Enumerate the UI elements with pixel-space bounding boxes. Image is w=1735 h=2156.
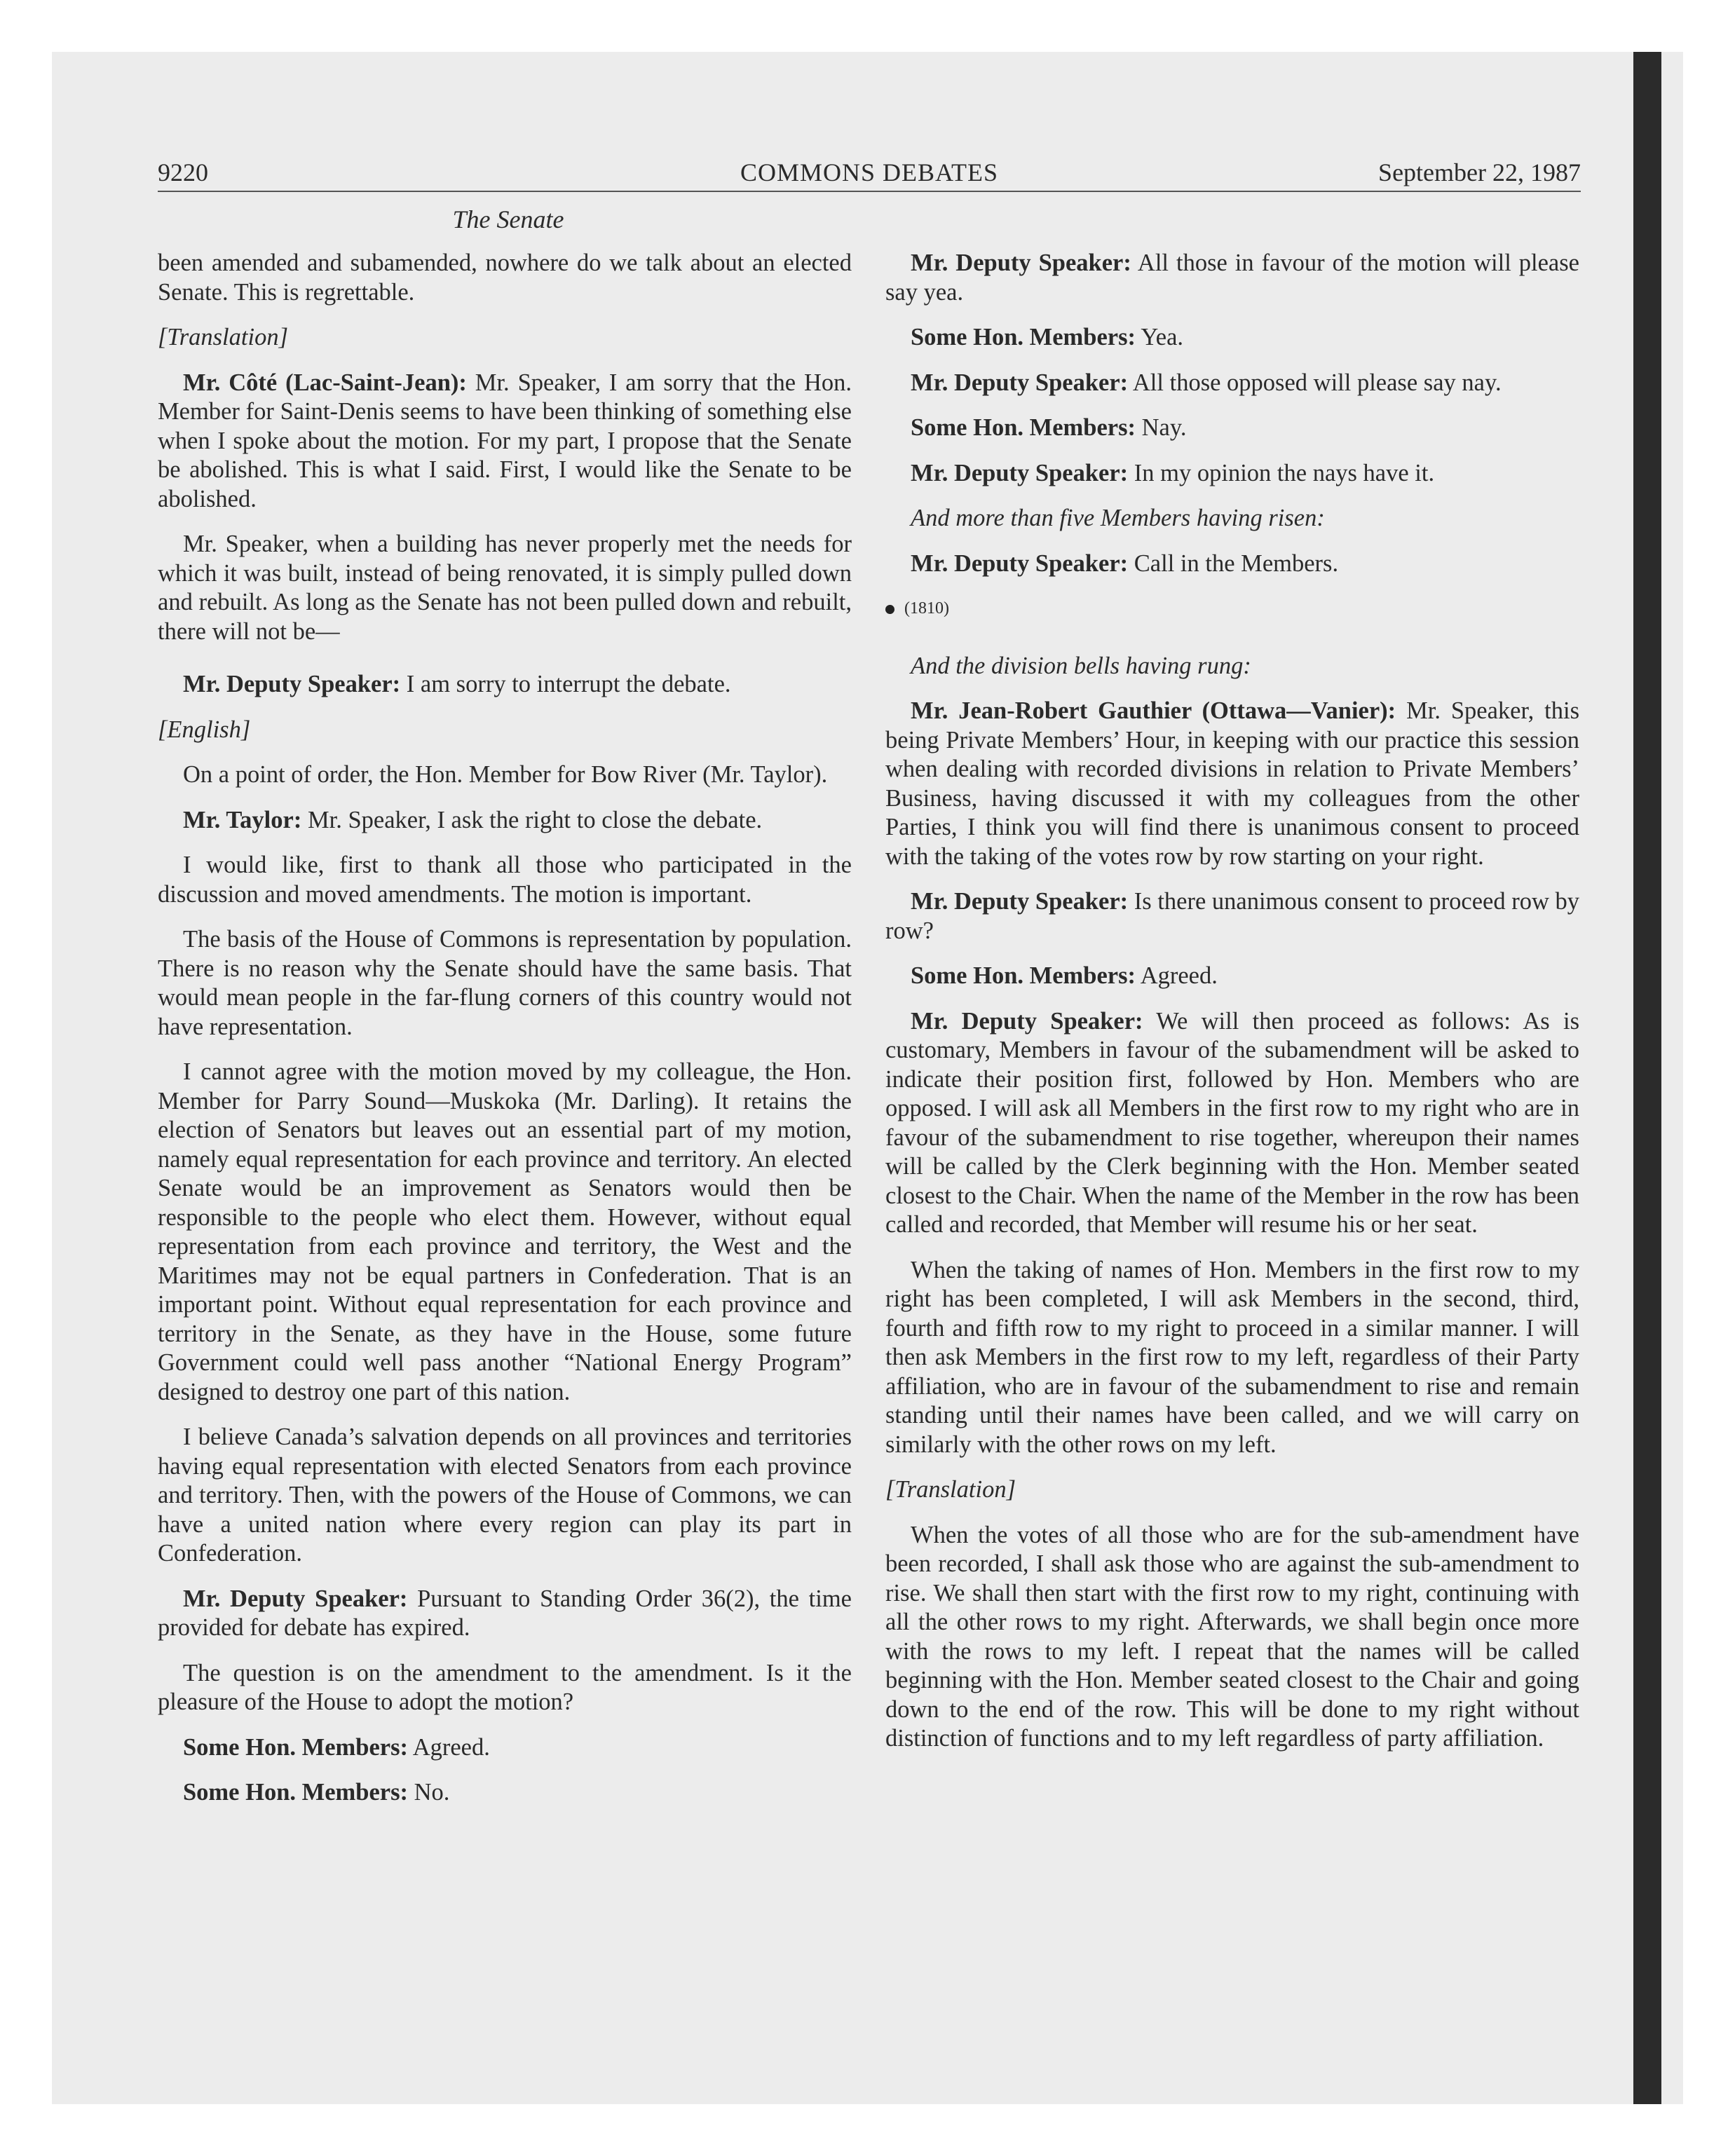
language-marker: [Translation] — [158, 324, 288, 350]
speaker-name: Some Hon. Members: — [183, 1733, 408, 1761]
speech-paragraph: Mr. Deputy Speaker: Pursuant to Standing Order 36(2), the time provided for debate has expired. — [158, 1585, 852, 1641]
page-header — [158, 156, 1581, 192]
paragraph: The question is on the amendment to the amendment. Is it the pleasure of the House to adopt the motion? — [158, 1659, 852, 1715]
speaker-name: Mr. Côté (Lac-Saint-Jean): — [183, 369, 467, 396]
speaker-name: Mr. Deputy Speaker: — [911, 1007, 1143, 1035]
stage-direction: And the division bells having rung: — [911, 652, 1251, 679]
bullet-icon — [885, 605, 894, 614]
speaker-name: Some Hon. Members: — [911, 324, 1136, 350]
speech-paragraph: Mr. Deputy Speaker: In my opinion the nays have it. — [911, 459, 1435, 486]
speech-paragraph: Mr. Deputy Speaker: I am sorry to interrupt the debate. — [183, 671, 731, 697]
speaker-name: Some Hon. Members: — [183, 1779, 408, 1806]
speech-paragraph: Mr. Deputy Speaker: All those opposed will please say nay. — [911, 369, 1502, 396]
page-number: 9220 — [158, 158, 208, 186]
page-date: September 22, 1987 — [1378, 158, 1581, 186]
paragraph: When the votes of all those who are for the sub-amendment have been recorded, I shall ask those who are against the sub-amendment to rise. We shall then start with the first row to my right, continuing with all the other rows to my right. Afterwards, we shall begin once more with the rows to my left. I repeat that the names will be called beginning with the Hon. Member seated closest to the Chair and going down to the end of the row. This will be done to my right without distinction of functions and to my left regardless of party affiliation. — [885, 1521, 1579, 1752]
speaker-name: Mr. Taylor: — [183, 806, 302, 833]
subject-heading: The Senate — [452, 205, 564, 233]
speaker-name: Mr. Deputy Speaker: — [183, 1585, 408, 1612]
speech-paragraph: Mr. Côté (Lac-Saint-Jean): Mr. Speaker, I am sorry that the Hon. Member for Saint-Denis seems to have been thinking of something else when I spoke about the motion. For my part, I propose that the Senate be abolished. This is what I said. First, I would like the Senate to be abolished. — [158, 369, 852, 512]
speech-paragraph: Some Hon. Members: Agreed. — [911, 962, 1218, 989]
speech-paragraph: Mr. Deputy Speaker: Call in the Members. — [911, 550, 1339, 577]
speaker-name: Mr. Deputy Speaker: — [183, 671, 401, 697]
speaker-name: Mr. Deputy Speaker: — [911, 459, 1129, 486]
speaker-name: Mr. Jean-Robert Gauthier (Ottawa—Vanier): — [911, 697, 1396, 724]
language-marker: [English] — [158, 716, 251, 743]
speech-paragraph: Mr. Deputy Speaker: Is there unanimous consent to proceed row by row? — [885, 888, 1579, 944]
speaker-name: Mr. Deputy Speaker: — [911, 369, 1129, 396]
paragraph: I cannot agree with the motion moved by my colleague, the Hon. Member for Parry Sound—Muskoka (Mr. Darling). It retains the election of Senators but leaves out an essential part of my motion, namely equal representation for each province and territory. An elected Senate would be an improvement as Senators would then be responsible to the people who elect them. However, without equal representation from each province and territory, the West and the Maritimes may not be equal partners in Confederation. That is an important point. Without equal representation for each province and territory in the Senate, as they have in the House, some future Government could well pass another “National Energy Program” designed to destroy one part of this nation. — [158, 1058, 852, 1405]
speech-paragraph: Some Hon. Members: Yea. — [911, 324, 1184, 350]
paragraph: I believe Canada’s salvation depends on all provinces and territories having equal representation with elected Senators from each province and territory. Then, with the powers of the House of Commons, we can have a united nation where every region can play its part in Confederation. — [158, 1424, 852, 1567]
paragraph: I would like, first to thank all those who participated in the discussion and moved amendments. The motion is important. — [158, 852, 852, 908]
speech-paragraph: Mr. Deputy Speaker: We will then proceed as follows: As is customary, Members in favour of the subamendment will be asked to indicate their position first, followed by Hon. Members who are opposed. I will ask all Members in the first row to my right who are in favour of the subamendment to rise together, whereupon their names will be called by the Clerk beginning with the Hon. Member seated closest to the Chair. When the name of the Member in the row has been called and recorded, that Member will resume his or her seat. — [885, 1007, 1579, 1238]
paragraph: On a point of order, the Hon. Member for Bow River (Mr. Taylor). — [183, 761, 828, 788]
speaker-name: Mr. Deputy Speaker: — [911, 250, 1131, 276]
speaker-name: Mr. Deputy Speaker: — [911, 550, 1129, 577]
paragraph: been amended and subamended, nowhere do we talk about an elected Senate. This is regrettable. — [158, 250, 852, 306]
speaker-name: Some Hon. Members: — [911, 414, 1136, 441]
right-column — [885, 249, 1579, 1770]
speech-paragraph: Some Hon. Members: Nay. — [911, 414, 1187, 441]
paragraph: Mr. Speaker, when a building has never properly met the needs for which it was built, instead of being renovated, it is simply pulled down and rebuilt. As long as the Senate has not been pulled down and rebuilt, there will not be— — [158, 531, 852, 645]
publication-title: COMMONS DEBATES — [740, 158, 999, 186]
scan-edge-bar — [1633, 52, 1661, 2104]
paragraph: The basis of the House of Commons is representation by population. There is no reason why the Senate should have the same basis. That would mean people in the far-flung corners of this country would not have representation. — [158, 926, 852, 1040]
speech-paragraph: Mr. Taylor: Mr. Speaker, I ask the right to close the debate. — [183, 806, 763, 833]
speech-paragraph: Mr. Jean-Robert Gauthier (Ottawa—Vanier): Mr. Speaker, this being Private Members’ Hour, in keeping with our practice this session when dealing with recorded divisions in relation to Private Members’ Business, having discussed it with my colleagues from the other Parties, I think you will find there is unanimous consent to proceed with the taking of the votes row by row starting on your right. — [885, 697, 1579, 870]
paragraph: When the taking of names of Hon. Members in the first row to my right has been completed, I will ask Members in the second, third, fourth and fifth row to my right to proceed in a similar manner. I will then ask Members in the first row to my left, regardless of their Party affiliation, who are in favour of the subamendment to rise and remain standing until their names have been called, and we will carry on similarly with the other rows on my left. — [885, 1256, 1579, 1458]
stage-direction: And more than five Members having risen: — [911, 505, 1325, 531]
language-marker: [Translation] — [885, 1476, 1016, 1503]
speech-paragraph: Some Hon. Members: Agreed. — [183, 1733, 490, 1761]
time-marker: (1810) — [885, 594, 1579, 624]
speech-paragraph: Some Hon. Members: No. — [183, 1779, 450, 1806]
left-column — [158, 249, 852, 1824]
speaker-name: Mr. Deputy Speaker: — [911, 888, 1129, 915]
speaker-name: Some Hon. Members: — [911, 962, 1136, 989]
speech-paragraph: Mr. Deputy Speaker: All those in favour of the motion will please say yea. — [885, 250, 1579, 306]
